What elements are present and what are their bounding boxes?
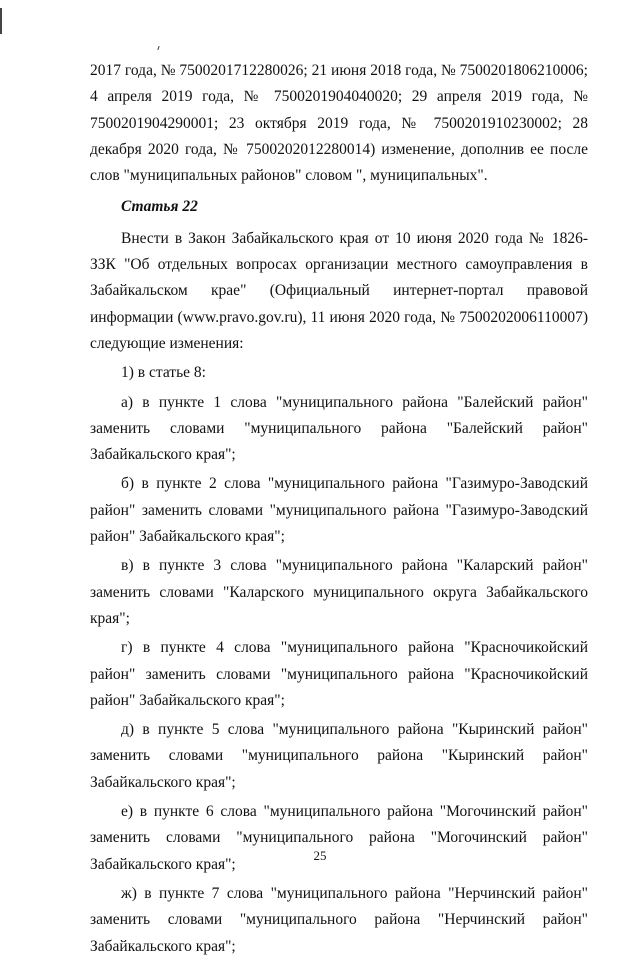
paragraph-subitem-g: г) в пункте 4 слова "муниципального района "Красночикойский район" заменить словами "муниципального района "Красночикойский район" Забайкальского края"; [90,639,588,709]
document-body [90,58,588,960]
paragraph-subitem-zh: ж) в пункте 7 слова "муниципального района "Нерчинский район" заменить словами "муниципального района "Нерчинский район" Забайкальского края"; [90,884,588,955]
paragraph-intro: Внести в Закон Забайкальского края от 10 июня 2020 года № 1826-ЗЗК "Об отдельных вопросах организации местного самоуправления в Забайкальском крае" (Официальный интернет-портал правовой информации (www.pravo.gov.ru), 11 июня 2020 года, № 7500202006110007) следующие изменения: [90,229,588,352]
paragraph-subitem-d: д) в пункте 5 слова "муниципального района "Кыринский район" заменить словами "муниципального района "Кыринский район" Забайкальского края"; [90,721,588,791]
article-heading: Статья 22 [121,198,198,216]
paragraph-subitem-e: е) в пункте 6 слова "муниципального района "Могочинский район" заменить словами "муниципального района "Могочинский район" Забайкальского края"; [90,803,588,873]
paragraph-subitem-a: а) в пункте 1 слова "муниципального района "Балейский район" заменить словами "муниципального района "Балейский район" Забайкальского края"; [90,393,588,464]
page-number: 25 [313,848,327,863]
scan-edge-mark [0,8,2,34]
paragraph-item-1: 1) в статье 8: [121,364,206,382]
paragraph-subitem-b: б) в пункте 2 слова "муниципального района "Газимуро-Заводский район" заменить словами "муниципального района "Газимуро-Заводский район" Забайкальского края"; [90,475,588,546]
scan-speck [157,46,159,50]
paragraph-subitem-v: в) в пункте 3 слова "муниципального района "Каларский район" заменить словами "Каларского муниципального округа Забайкальского края"; [90,557,588,627]
paragraph-continuation: 2017 года, № 7500201712280026; 21 июня 2018 года, № 7500201806210006; 4 апреля 2019 года, № 7500201904040020; 29 апреля 2019 года, № 7500201904290001; 23 октября 2019 года, № 7500201910230002; 28 декабря 2020 года, № 7500202012280014) изменение, дополнив ее после слов "муниципальных районов" словом ", муниципальных". [90,62,588,185]
